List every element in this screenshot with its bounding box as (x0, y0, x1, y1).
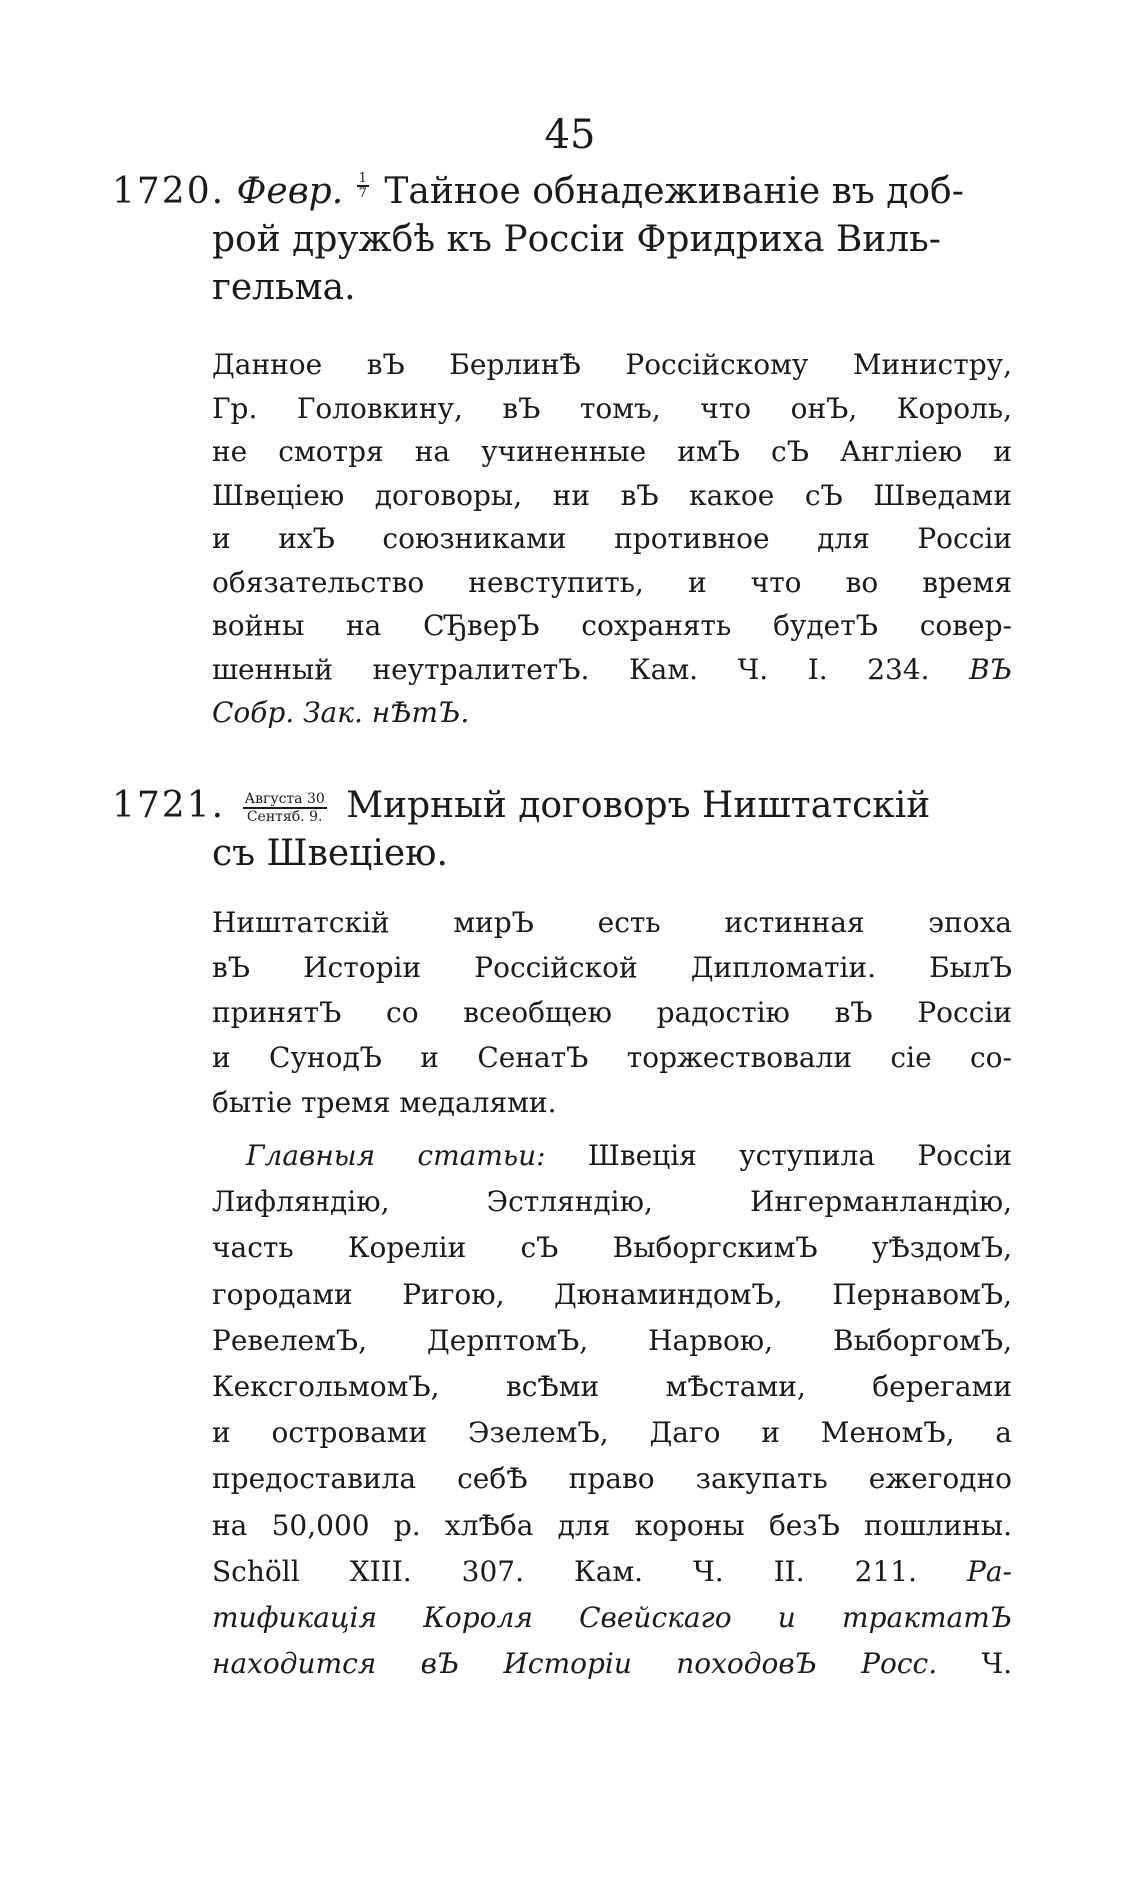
entry-1721-p1-line: и СунодЪ и СенатЪ торжествовали сіе со- (212, 1041, 1012, 1074)
entry-1720-body-line: обязательство невступить, и что во время (212, 565, 1012, 599)
entry-1720-body-line: войны на СЂверЪ сохранять будетЪ совер- (212, 609, 1012, 642)
entry-1721-heading-line1 (112, 782, 1032, 830)
entry-1721-date-fraction (243, 791, 327, 825)
entry-1720-body-line: не смотря на учиненные имЪ сЪ Англіею и (212, 435, 1012, 468)
entry-1720-body-line: Гр. Головкину, вЪ томъ, что онЪ, Король, (212, 391, 1012, 425)
entry-1721-final-line (212, 1641, 1012, 1687)
entry-1721-p2-first-line (212, 1133, 1012, 1179)
entry-1721-date-old-style: Августа 30 (244, 791, 325, 807)
entry-1721-italic-line: находится вЪ Исторіи походовЪ Росс. (212, 1647, 938, 1681)
entry-1721-p2-first-rest: Швеція уступила Россіи (587, 1139, 1013, 1172)
entry-1720-heading (112, 168, 1032, 312)
entry-1721-p2-line: городами Ригою, ДюнаминдомЪ, ПернавомЪ, (212, 1277, 1012, 1311)
entry-1720-body-ref-italic: ВЪ (969, 652, 1012, 686)
entry-1721-p2-line: КексгольмомЪ, всѢми мѢстами, берегами (212, 1370, 1012, 1404)
entry-1721-p1-line: бытіе тремя медалями. (212, 1086, 557, 1119)
entry-1720-body-line: Данное вЪ БерлинѢ Россійскому Министру, (212, 348, 1012, 381)
entry-1720-title-line2: рой дружбѣ къ Россіи Фридриха Виль- (212, 219, 941, 260)
page-number: 45 (544, 112, 596, 158)
entry-1720-body-last-line: Собр. Зак. нѢтЪ. (212, 696, 470, 729)
entry-1721-final-tail: Ч. (981, 1647, 1013, 1681)
entry-1721-paragraph-1 (212, 900, 1012, 1125)
entry-1721-p2-line: Лифляндію, Эстляндію, Ингерманландію, (212, 1185, 1012, 1219)
entry-1720-body-line-with-tail (212, 648, 1012, 692)
entry-1721-date-new-style: Сентяб. 9. (246, 809, 323, 825)
entry-1720-year: 1720. (112, 171, 226, 212)
entry-1720-heading-line1 (112, 168, 1032, 216)
entry-1721-p2-line: и островами ЭзелемЪ, Даго и МеномЪ, а (212, 1416, 1012, 1450)
entry-1720-day-numerator: 1 (358, 171, 367, 186)
entry-1720-title-line1: Тайное обнадеживаніе въ доб- (384, 171, 964, 212)
entry-1721-reference: Schöll XIII. 307. Кам. Ч. II. 211. (212, 1554, 917, 1588)
entry-1720-body-line: и ихЪ союзниками противное для Россіи (212, 522, 1012, 555)
entry-1720-title-line3: гельма. (212, 267, 356, 308)
entry-1720-body (212, 343, 1012, 735)
entry-1721-p2-lead: Главныя статьи: (246, 1139, 546, 1172)
entry-1721-reference-italic-tail: Ра- (967, 1554, 1012, 1588)
entry-1721-italic-line: тификація Короля Свейскаго и трактатЪ (212, 1601, 1012, 1635)
entry-1721-title-line2: съ Швеціею. (212, 833, 448, 874)
entry-1721-p1-line: принятЪ со всеобщею радостію вЪ Россіи (212, 996, 1012, 1029)
entry-1720-heading-line3 (112, 264, 1032, 312)
entry-1721-heading (112, 782, 1032, 878)
entry-1721-p1-line: вЪ Исторіи Россійской Дипломатіи. БылЪ (212, 951, 1012, 984)
entry-1720-day-fraction (357, 172, 369, 200)
entry-1721-year: 1721. (112, 785, 226, 826)
entry-1720-body-ref: шенный неутралитетЪ. Кам. Ч. I. 234. (212, 652, 930, 686)
entry-1720-date: Февр. (236, 171, 344, 212)
entry-1721-p1-line: Ништатскій мирЪ есть истинная эпоха (212, 906, 1012, 939)
entry-1720-day-denominator: 7 (358, 186, 367, 201)
entry-1721-title-line1: Мирный договоръ Ништатскій (346, 785, 931, 826)
entry-1720-body-line: Швеціею договоры, ни вЪ какое сЪ Шведами (212, 478, 1012, 512)
entry-1720-heading-line2 (112, 216, 1032, 264)
entry-1721-p2-line: предоставила себѢ право закупать ежегодно (212, 1462, 1012, 1496)
entry-1721-paragraph-2 (212, 1133, 1012, 1687)
entry-1721-p2-line: РевелемЪ, ДерптомЪ, Нарвою, ВыборгомЪ, (212, 1323, 1012, 1357)
entry-1721-p2-line: на 50,000 р. хлѢба для короны безЪ пошлины. (212, 1508, 1012, 1542)
entry-1721-p2-line: часть Кореліи сЪ ВыборгскимЪ уѢздомЪ, (212, 1231, 1012, 1265)
entry-1721-reference-line (212, 1549, 1012, 1595)
entry-1721-heading-line2 (112, 830, 1032, 878)
